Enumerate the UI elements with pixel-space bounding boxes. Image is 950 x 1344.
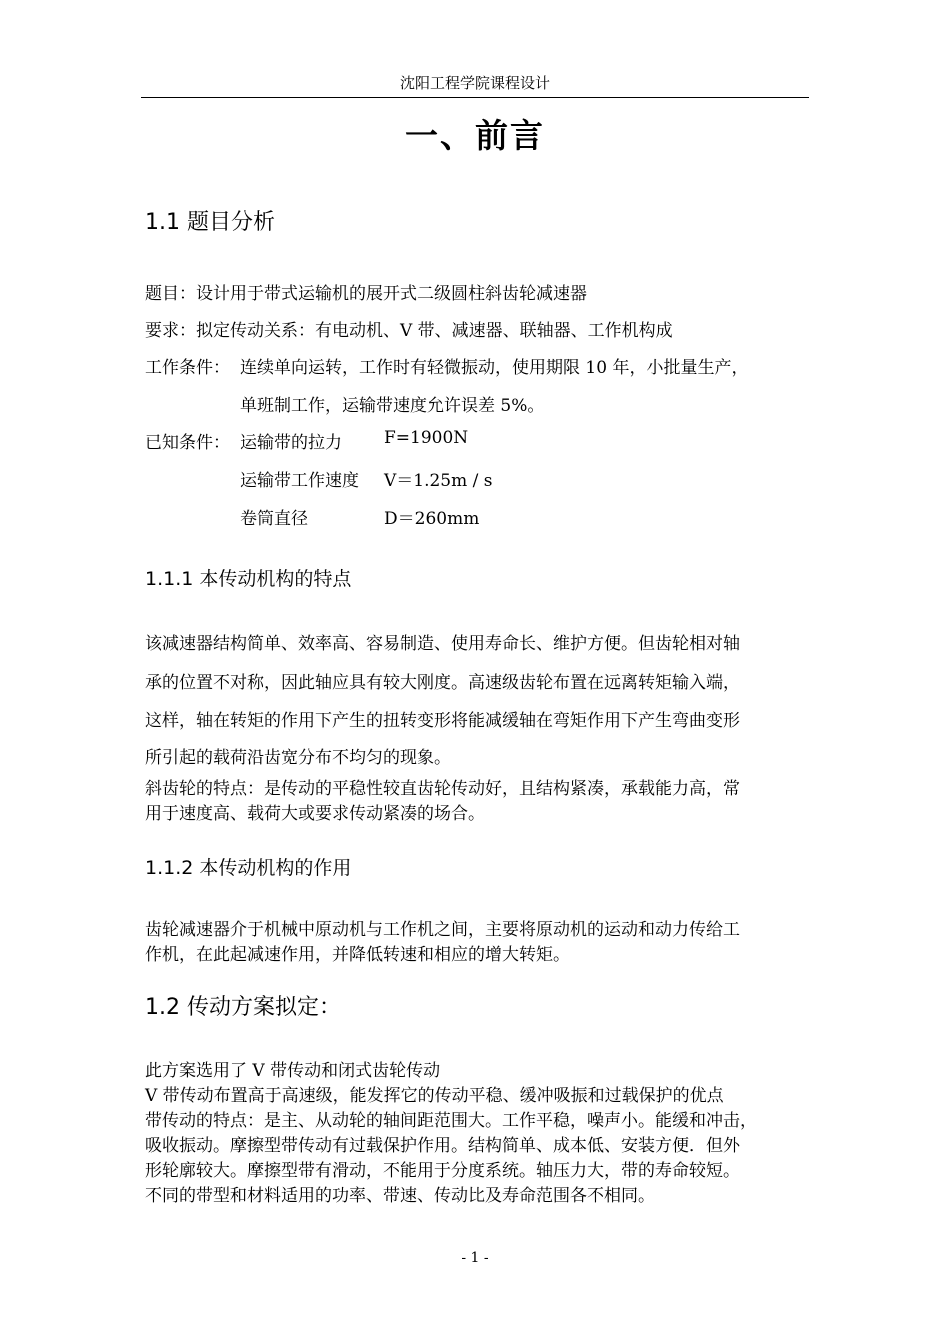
paragraph-line: 斜齿轮的特点：是传动的平稳性较直齿轮传动好，且结构紧凑，承载能力高，常 bbox=[145, 779, 740, 799]
paragraph-line: 这样，轴在转矩的作用下产生的扭转变形将能减缓轴在弯矩作用下产生弯曲变形 bbox=[145, 711, 740, 731]
known-name: 运输带的拉力 bbox=[240, 433, 342, 453]
paragraph-line: 带传动的特点：是主、从动轮的轴间距范围大。工作平稳，噪声小。能缓和冲击， bbox=[145, 1111, 757, 1131]
paragraph-line: 该减速器结构简单、效率高、容易制造、使用寿命长、维护方便。但齿轮相对轴 bbox=[145, 634, 740, 654]
paragraph-line: 不同的带型和材料适用的功率、带速、传动比及寿命范围各不相同。 bbox=[145, 1186, 655, 1206]
header-rule bbox=[141, 97, 809, 98]
paragraph-line: 所引起的载荷沿齿宽分布不均匀的现象。 bbox=[145, 748, 451, 768]
requirement-line: 要求：拟定传动关系：有电动机、V 带、减速器、联轴器、工作机构成 bbox=[145, 321, 673, 341]
paragraph-line: 此方案选用了 V 带传动和闭式齿轮传动 bbox=[145, 1061, 441, 1081]
known-label: 已知条件： bbox=[145, 433, 230, 453]
known-value: D＝260mm bbox=[384, 509, 480, 529]
page-number: - 1 - bbox=[461, 1250, 489, 1266]
conditions-line-1: 连续单向运转，工作时有轻微振动，使用期限 10 年，小批量生产， bbox=[240, 358, 749, 378]
conditions-label: 工作条件： bbox=[145, 358, 230, 378]
topic-line: 题目：设计用于带式运输机的展开式二级圆柱斜齿轮减速器 bbox=[145, 284, 587, 304]
known-value: V＝1.25m / s bbox=[384, 471, 493, 491]
paragraph-line: 形轮廓较大。摩擦型带有滑动，不能用于分度系统。轴压力大，带的寿命较短。 bbox=[145, 1161, 740, 1181]
paragraph-line: V 带传动布置高于高速级，能发挥它的传动平稳、缓冲吸振和过载保护的优点 bbox=[145, 1086, 724, 1106]
section-heading-1-1: 1.1 题目分析 bbox=[145, 210, 275, 235]
section-heading-1-1-2: 1.1.2 本传动机构的作用 bbox=[145, 857, 352, 879]
known-name: 卷筒直径 bbox=[240, 509, 308, 529]
conditions-line-2: 单班制工作，运输带速度允许误差 5%。 bbox=[240, 396, 545, 416]
known-value: F=1900N bbox=[384, 428, 469, 448]
page-header: 沈阳工程学院课程设计 bbox=[399, 74, 550, 92]
section-heading-1-1-1: 1.1.1 本传动机构的特点 bbox=[145, 568, 352, 590]
chapter-title: 一、前言 bbox=[405, 116, 545, 155]
paragraph-line: 齿轮减速器介于机械中原动机与工作机之间，主要将原动机的运动和动力传给工 bbox=[145, 920, 740, 940]
paragraph-line: 吸收振动。摩擦型带传动有过载保护作用。结构简单、成本低、安装方便．但外 bbox=[145, 1136, 740, 1156]
known-name: 运输带工作速度 bbox=[240, 471, 359, 491]
paragraph-line: 承的位置不对称，因此轴应具有较大刚度。高速级齿轮布置在远离转矩输入端， bbox=[145, 673, 740, 693]
paragraph-line: 用于速度高、载荷大或要求传动紧凑的场合。 bbox=[145, 804, 485, 824]
paragraph-line: 作机，在此起减速作用，并降低转速和相应的增大转矩。 bbox=[145, 945, 570, 965]
section-heading-1-2: 1.2 传动方案拟定： bbox=[145, 995, 341, 1020]
